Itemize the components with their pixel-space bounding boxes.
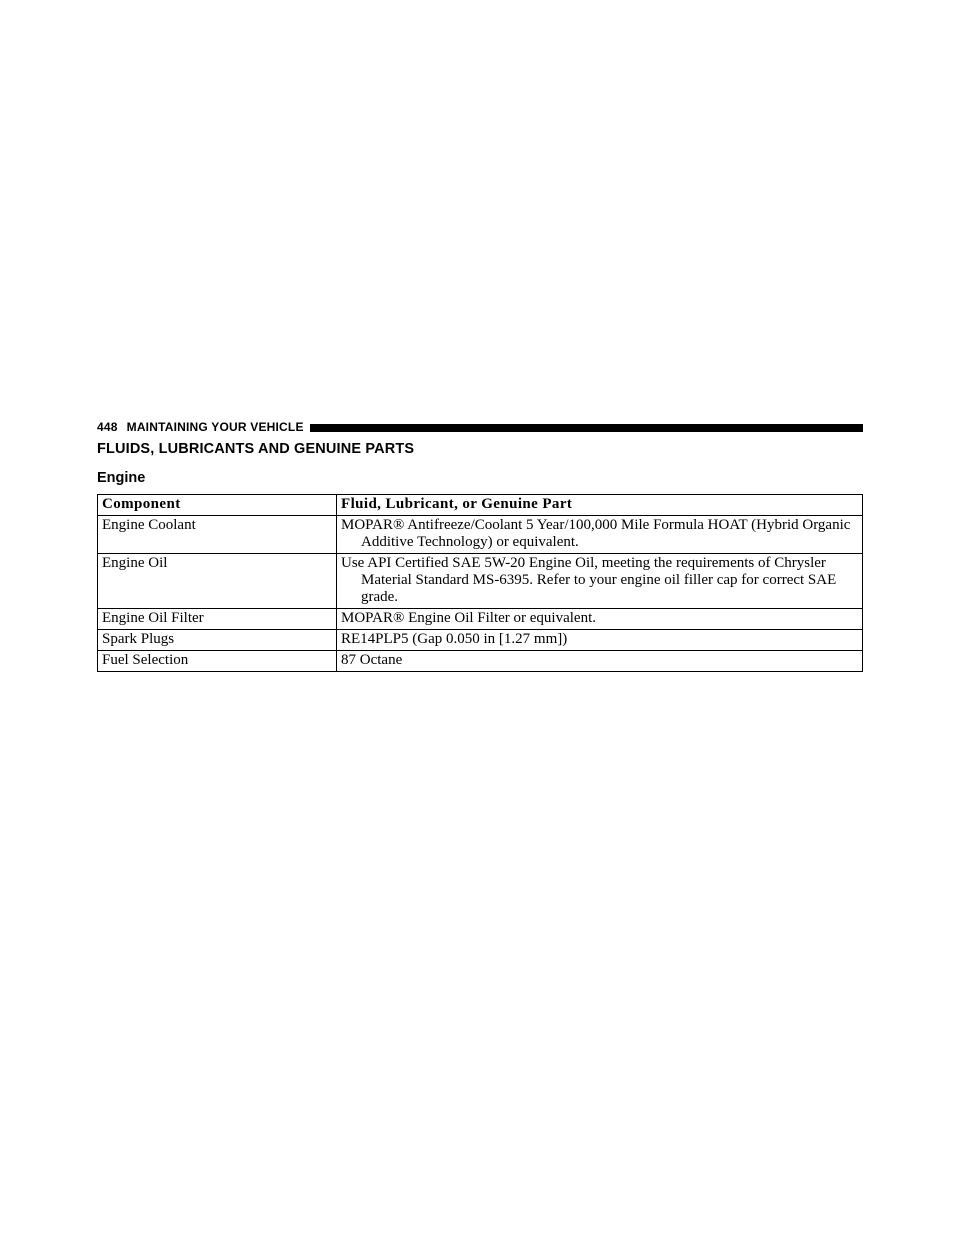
table-row bbox=[98, 630, 863, 651]
table-row bbox=[98, 516, 863, 554]
part-text: 87 Octane bbox=[341, 652, 403, 668]
part-cell bbox=[337, 609, 863, 630]
table-header-row bbox=[98, 495, 863, 516]
part-cell bbox=[337, 630, 863, 651]
component-cell: Fuel Selection bbox=[98, 651, 337, 672]
column-header-component: Component bbox=[98, 495, 337, 516]
section-subtitle: Engine bbox=[97, 470, 146, 486]
column-header-part: Fluid, Lubricant, or Genuine Part bbox=[337, 495, 863, 516]
table-row bbox=[98, 651, 863, 672]
part-cell bbox=[337, 516, 863, 554]
part-text: RE14PLP5 (Gap 0.050 in [1.27 mm]) bbox=[341, 631, 568, 647]
page-number: 448 bbox=[97, 419, 118, 434]
fluids-table bbox=[97, 494, 863, 672]
table-row bbox=[98, 554, 863, 609]
part-text: MOPAR® Antifreeze/Coolant 5 Year/100,000 Mile Formula HOAT (Hybrid Organic Additive Technology) or equivalent. bbox=[341, 517, 851, 550]
component-cell: Engine Coolant bbox=[98, 516, 337, 554]
part-text: Use API Certified SAE 5W-20 Engine Oil, meeting the requirements of Chrysler Material Standard MS-6395. Refer to your engine oil filler cap for correct SAE grade. bbox=[341, 555, 837, 605]
table-row bbox=[98, 609, 863, 630]
part-text: MOPAR® Engine Oil Filter or equivalent. bbox=[341, 610, 596, 626]
part-cell bbox=[337, 554, 863, 609]
component-cell: Engine Oil bbox=[98, 554, 337, 609]
part-cell bbox=[337, 651, 863, 672]
component-cell: Engine Oil Filter bbox=[98, 609, 337, 630]
section-name: MAINTAINING YOUR VEHICLE bbox=[126, 419, 304, 434]
page-title: FLUIDS, LUBRICANTS AND GENUINE PARTS bbox=[97, 441, 415, 457]
page-header bbox=[97, 418, 863, 435]
header-rule bbox=[310, 424, 863, 432]
component-cell: Spark Plugs bbox=[98, 630, 337, 651]
